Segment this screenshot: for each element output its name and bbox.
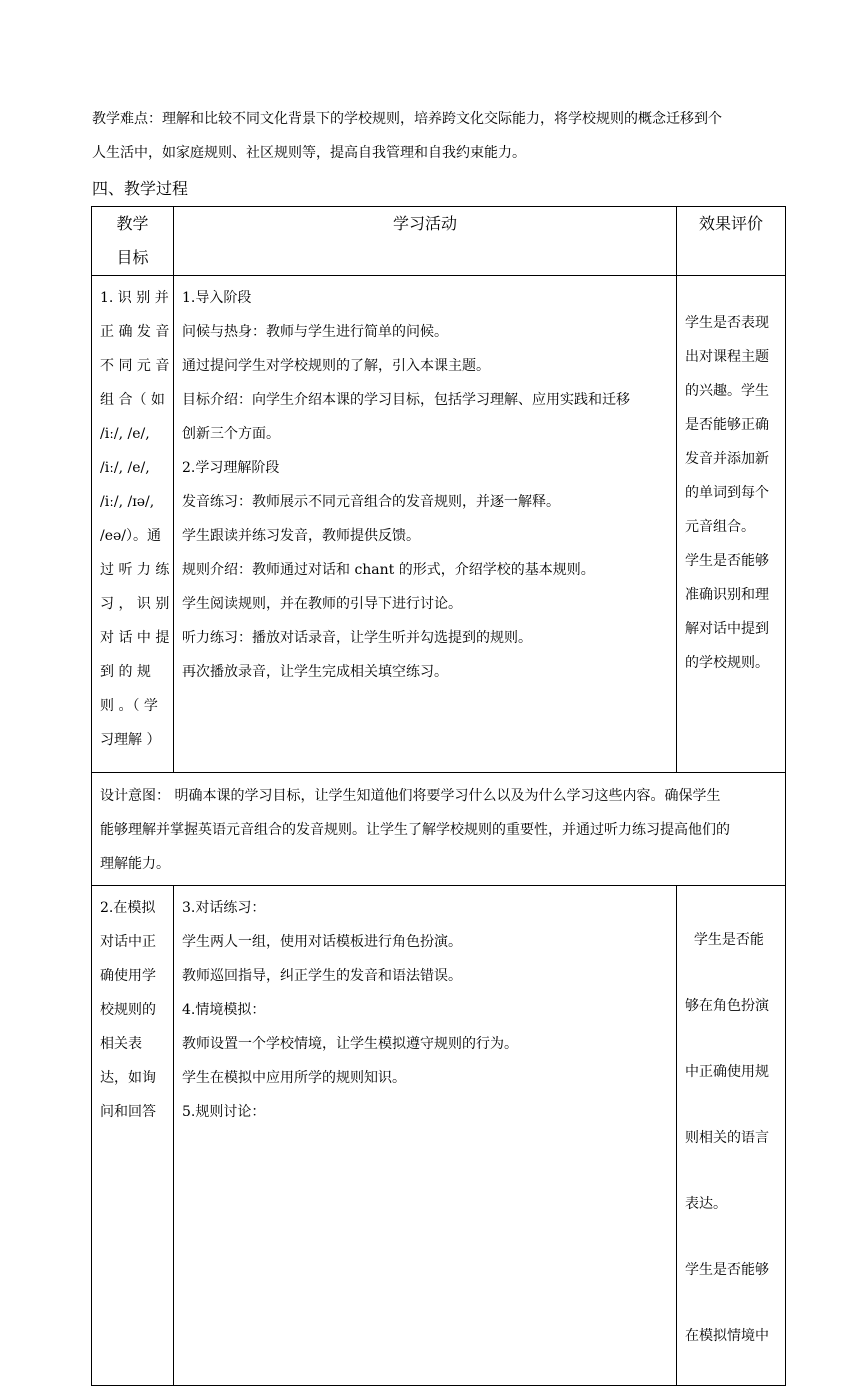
activities-cell (174, 886, 677, 1386)
table-row (92, 276, 786, 773)
evaluation-line: 在模拟情境中 (685, 1328, 769, 1344)
header-evaluation: 效果评价 (677, 207, 786, 276)
activity-line: 2.学习理解阶段 (182, 460, 280, 476)
evaluation-line: 表达。 (685, 1196, 727, 1212)
goal-line: 2.在模拟 (100, 900, 156, 916)
evaluation-cell (677, 886, 786, 1386)
intro-line: 人生活中，如家庭规则、社区规则等，提高自我管理和自我约束能力。 (92, 145, 526, 161)
evaluation-line: 是否能够正确 (685, 417, 769, 433)
intro-paragraph (92, 102, 782, 170)
activity-line: 5.规则讨论： (182, 1104, 266, 1120)
goal-line: 相关表 (100, 1036, 142, 1052)
evaluation-line: 的学校规则。 (685, 655, 769, 671)
activity-line: 教师巡回指导，纠正学生的发音和语法错误。 (182, 968, 462, 984)
goal-line: 对 话 中 提 (100, 630, 170, 646)
goal-line: 过 听 力 练 (100, 562, 170, 578)
design-intent-line: 设计意图： 明确本课的学习目标，让学生知道他们将要学习什么以及为什么学习这些内容。确保学生 (100, 788, 721, 804)
goal-line: 则 。（ 学 (100, 698, 158, 714)
header-goal (92, 207, 174, 276)
activity-line: 目标介绍：向学生介绍本课的学习目标，包括学习理解、应用实践和迁移 (182, 392, 630, 408)
activity-line: 学生阅读规则，并在教师的引导下进行讨论。 (182, 596, 462, 612)
goal-line: 不 同 元 音 (100, 358, 170, 374)
header-goal-line: 教学 (116, 214, 149, 233)
goal-line: 组 合（ 如 (100, 392, 165, 408)
goal-line: 达，如询 (100, 1070, 156, 1086)
design-intent-cell (92, 773, 786, 886)
activity-line: 3.对话练习： (182, 900, 266, 916)
activity-line: 再次播放录音，让学生完成相关填空练习。 (182, 664, 448, 680)
activity-line: 4.情境模拟： (182, 1002, 266, 1018)
goal-line: /iː/, /e/, (100, 460, 150, 476)
goal-line: 正 确 发 音 (100, 324, 170, 340)
evaluation-line: 发音并添加新 (685, 451, 769, 467)
table-row (92, 773, 786, 886)
goal-line: /eə/）。通 (100, 528, 162, 544)
design-intent-line: 能够理解并掌握英语元音组合的发音规则。让学生了解学校规则的重要性，并通过听力练习提高他们的 (100, 822, 730, 838)
activity-line: 规则介绍：教师通过对话和 chant 的形式，介绍学校的基本规则。 (182, 562, 595, 578)
activity-line: 学生在模拟中应用所学的规则知识。 (182, 1070, 406, 1086)
activity-line: 听力练习：播放对话录音，让学生听并勾选提到的规则。 (182, 630, 532, 646)
design-intent-line: 理解能力。 (100, 856, 170, 872)
goal-line: 校规则的 (100, 1002, 156, 1018)
header-goal-line: 目标 (116, 248, 149, 267)
section-heading: 四、教学过程 (92, 179, 189, 198)
evaluation-line: 则相关的语言 (685, 1130, 769, 1146)
goal-line: 习理解 ） (100, 732, 161, 748)
evaluation-line: 够在角色扮演 (685, 998, 769, 1014)
header-activities: 学习活动 (174, 207, 677, 276)
activity-line: 学生跟读并练习发音，教师提供反馈。 (182, 528, 420, 544)
activity-line: 1.导入阶段 (182, 290, 252, 306)
goal-line: 到 的 规 (100, 664, 151, 680)
table-row (92, 886, 786, 1386)
goal-cell (92, 886, 174, 1386)
activity-line: 学生两人一组，使用对话模板进行角色扮演。 (182, 934, 462, 950)
goal-cell (92, 276, 174, 773)
activity-line: 问候与热身：教师与学生进行简单的问候。 (182, 324, 448, 340)
evaluation-cell (677, 276, 786, 773)
evaluation-line: 的单词到每个 (685, 485, 769, 501)
evaluation-line: 元音组合。 (685, 519, 755, 535)
goal-line: /iː/, /e/, (100, 426, 150, 442)
goal-line: 1. 识 别 并 (100, 290, 169, 306)
evaluation-line: 解对话中提到 (685, 621, 769, 637)
activity-line: 教师设置一个学校情境，让学生模拟遵守规则的行为。 (182, 1036, 518, 1052)
evaluation-line: 中正确使用规 (685, 1064, 769, 1080)
goal-line: 对话中正 (100, 934, 156, 950)
activity-line: 通过提问学生对学校规则的了解，引入本课主题。 (182, 358, 490, 374)
evaluation-line: 学生是否表现 (685, 315, 769, 331)
evaluation-line: 的兴趣。学生 (685, 383, 769, 399)
goal-line: 习 ， 识 别 (100, 596, 170, 612)
evaluation-line: 准确识别和理 (685, 587, 769, 603)
teaching-process-table (91, 206, 786, 1386)
evaluation-line: 学生是否能 (685, 932, 764, 948)
evaluation-line: 出对课程主题 (685, 349, 769, 365)
evaluation-line: 学生是否能够 (685, 1262, 769, 1278)
intro-line: 教学难点：理解和比较不同文化背景下的学校规则，培养跨文化交际能力，将学校规则的概念迁移到个 (92, 111, 722, 127)
activity-line: 创新三个方面。 (182, 426, 280, 442)
goal-line: 确使用学 (100, 968, 156, 984)
activities-cell (174, 276, 677, 773)
table-header-row (92, 207, 786, 276)
evaluation-line: 学生是否能够 (685, 553, 769, 569)
goal-line: 问和回答 (100, 1104, 156, 1120)
goal-line: /iː/, /ɪə/, (100, 494, 155, 510)
activity-line: 发音练习：教师展示不同元音组合的发音规则，并逐一解释。 (182, 494, 560, 510)
